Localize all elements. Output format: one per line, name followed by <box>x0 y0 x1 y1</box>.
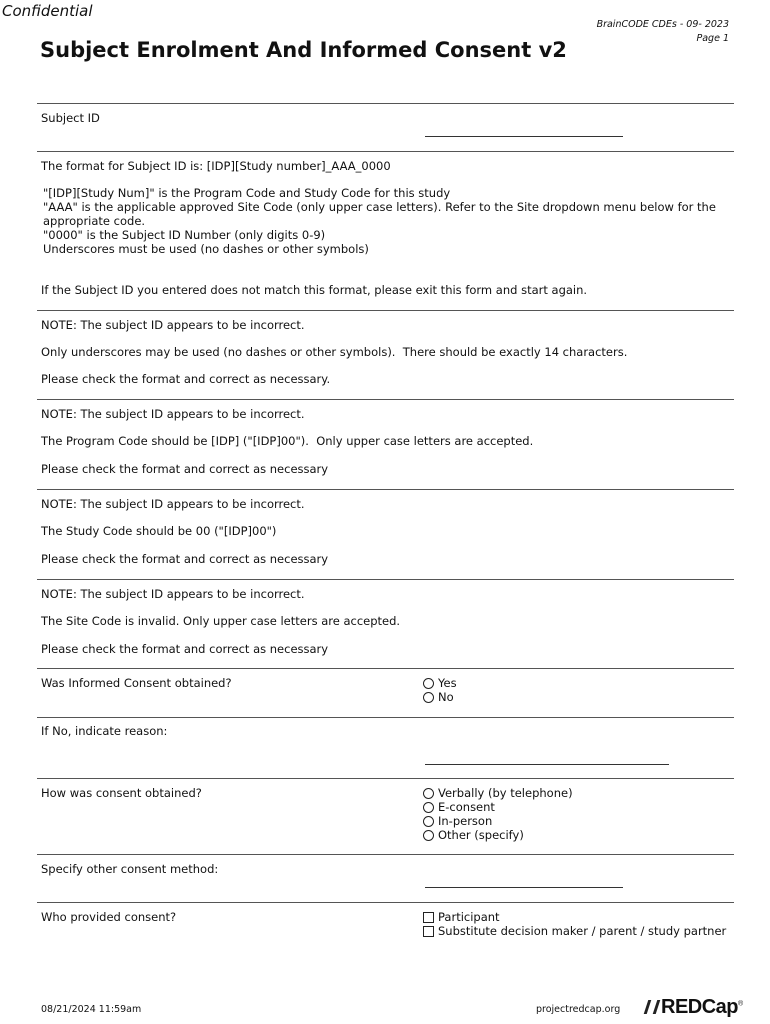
note2-line-3: Please check the format and correct as necessary <box>41 462 329 476</box>
method-option-other[interactable]: Other (specify) <box>423 828 524 842</box>
who-option-substitute[interactable]: Substitute decision maker / parent / study partner <box>423 924 726 938</box>
redcap-logo-icon <box>644 1000 661 1014</box>
no-reason-label: If No, indicate reason: <box>41 724 168 738</box>
format-line-3: "AAA" is the applicable approved Site Code (only upper case letters). Refer to the Site dropdown menu below for the appropriate code. <box>43 200 716 228</box>
divider <box>37 902 734 903</box>
radio-button[interactable] <box>423 788 434 799</box>
project-name: BrainCODE CDEs - 09- 2023 <box>596 19 729 30</box>
footer-site: projectredcap.org <box>536 1004 621 1015</box>
who-consent-label: Who provided consent? <box>41 910 177 924</box>
note3-line-1: NOTE: The subject ID appears to be incorrect. <box>41 497 305 511</box>
note1-line-2: Only underscores may be used (no dashes or other symbols). There should be exactly 14 characters. <box>41 345 628 359</box>
format-line-5: Underscores must be used (no dashes or other symbols) <box>43 242 369 256</box>
other-method-field[interactable] <box>425 887 623 888</box>
divider <box>37 103 734 104</box>
consent-method-label: How was consent obtained? <box>41 786 202 800</box>
note4-line-3: Please check the format and correct as necessary <box>41 642 329 656</box>
header-meta <box>597 18 729 46</box>
radio-button[interactable] <box>423 816 434 827</box>
confidential-label: Confidential <box>2 2 93 20</box>
subject-id-label: Subject ID <box>41 111 100 125</box>
note1-line-1: NOTE: The subject ID appears to be incorrect. <box>41 318 305 332</box>
radio-button[interactable] <box>423 692 434 703</box>
method-option-verbal[interactable]: Verbally (by telephone) <box>423 786 573 800</box>
method-option-in-person[interactable]: In-person <box>423 814 492 828</box>
method-option-econsent[interactable]: E-consent <box>423 800 495 814</box>
subject-id-field[interactable] <box>425 136 623 137</box>
page-title: Subject Enrolment And Informed Consent v2 <box>40 38 567 62</box>
format-line-1: The format for Subject ID is: [IDP][Study number]_AAA_0000 <box>41 159 391 173</box>
page-number: Page 1 <box>696 33 729 44</box>
radio-button[interactable] <box>423 830 434 841</box>
divider <box>37 778 734 779</box>
note4-line-1: NOTE: The subject ID appears to be incorrect. <box>41 587 305 601</box>
consent-option-no[interactable]: No <box>423 690 454 704</box>
format-line-4: "0000" is the Subject ID Number (only digits 0-9) <box>43 228 326 242</box>
note3-line-2: The Study Code should be 00 ("[IDP]00") <box>41 524 277 538</box>
divider <box>37 668 734 669</box>
consent-obtained-label: Was Informed Consent obtained? <box>41 676 232 690</box>
radio-button[interactable] <box>423 678 434 689</box>
note1-line-3: Please check the format and correct as necessary. <box>41 372 331 386</box>
no-reason-field[interactable] <box>425 764 669 765</box>
format-line-2: "[IDP][Study Num]" is the Program Code and Study Code for this study <box>43 186 451 200</box>
divider <box>37 310 734 311</box>
note2-line-2: The Program Code should be [IDP] ("[IDP]00"). Only upper case letters are accepted. <box>41 434 534 448</box>
format-line-6: If the Subject ID you entered does not match this format, please exit this form and start again. <box>41 283 588 297</box>
divider <box>37 717 734 718</box>
who-option-participant[interactable]: Participant <box>423 910 500 924</box>
divider <box>37 489 734 490</box>
note2-line-1: NOTE: The subject ID appears to be incorrect. <box>41 407 305 421</box>
note4-line-2: The Site Code is invalid. Only upper case letters are accepted. <box>41 614 401 628</box>
checkbox[interactable] <box>423 912 434 923</box>
divider <box>37 579 734 580</box>
note3-line-3: Please check the format and correct as necessary <box>41 552 329 566</box>
divider <box>37 151 734 152</box>
consent-option-yes[interactable]: Yes <box>423 676 457 690</box>
redcap-logo: REDCap® <box>646 996 743 1019</box>
divider <box>37 854 734 855</box>
footer-date: 08/21/2024 11:59am <box>41 1004 142 1015</box>
checkbox[interactable] <box>423 926 434 937</box>
other-method-label: Specify other consent method: <box>41 862 219 876</box>
divider <box>37 399 734 400</box>
radio-button[interactable] <box>423 802 434 813</box>
